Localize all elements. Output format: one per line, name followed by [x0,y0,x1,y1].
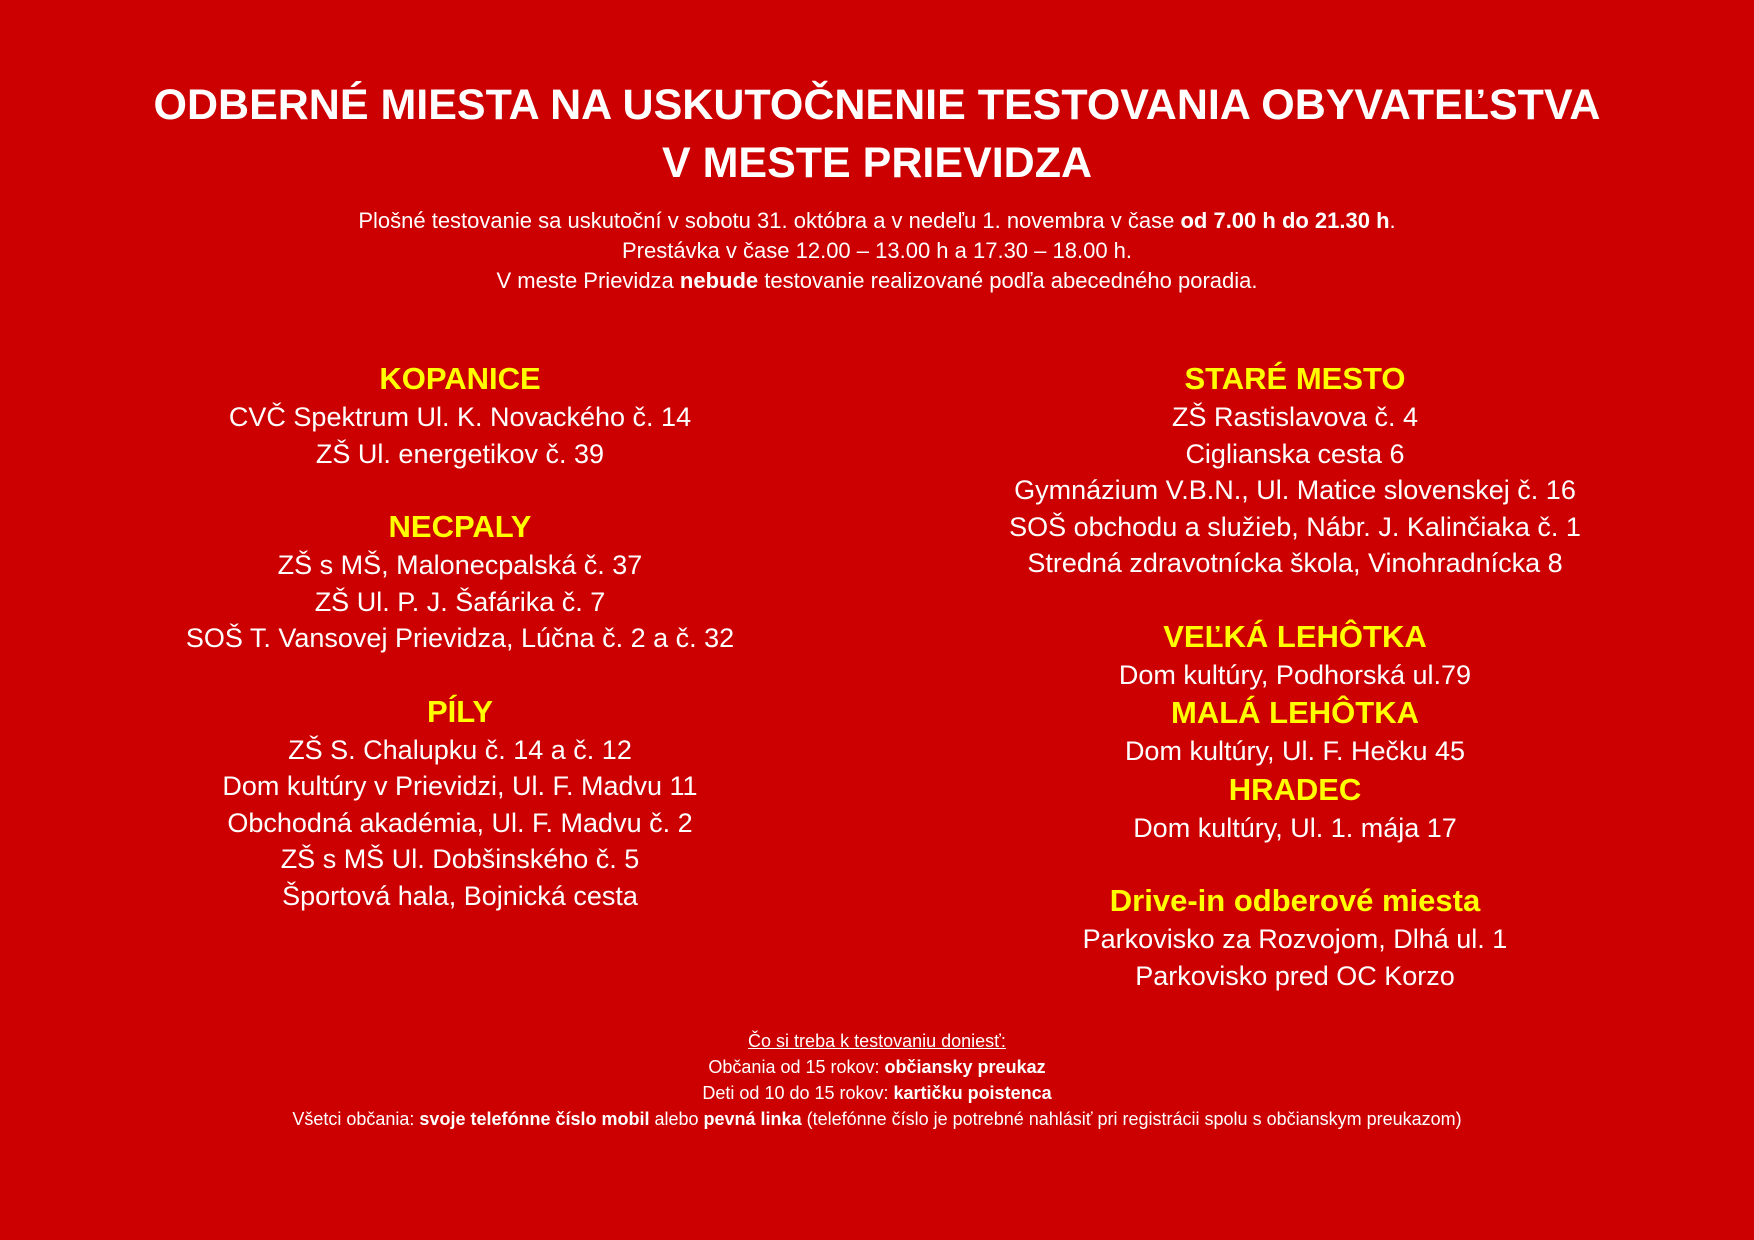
location-item: Dom kultúry, Ul. F. Hečku 45 [1124,736,1466,766]
section-heading: KOPANICE [379,361,541,396]
location-item: Stredná zdravotnícka škola, Vinohradnícka 8 [1027,548,1563,578]
location-item: ZŠ Ul. energetikov č. 39 [315,438,605,469]
requirement-all-landline: pevná linka [703,1109,802,1129]
left-column [60,359,860,914]
location-item: ZŠ Rastislavova č. 4 [1171,402,1419,432]
intro-line-3-text: V meste Prievidza [496,268,680,293]
section-heading: STARÉ MESTO [1184,361,1406,396]
section-hradec [895,770,1695,847]
section-heading: PÍLY [426,693,494,729]
location-item: CVČ Spektrum Ul. K. Novackého č. 14 [228,402,692,432]
section-heading: NECPALY [388,509,532,544]
requirement-children [0,1080,1754,1106]
location-item: Parkovisko za Rozvojom, Dlhá ul. 1 [1082,924,1508,954]
requirements-heading: Čo si treba k testovaniu doniesť: [748,1031,1006,1051]
section-necpaly [60,507,860,657]
requirement-all-label: Všetci občania: [292,1109,420,1129]
section-heading: HRADEC [1228,771,1362,807]
location-item: Obchodná akadémia, Ul. F. Madvu č. 2 [227,807,693,838]
intro-line-3-end: testovanie realizované podľa abecedného poradia. [758,268,1258,293]
location-item: SOŠ T. Vansovej Prievidza, Lúčna č. 2 a č. 32 [185,623,735,653]
intro-line-1-end: . [1389,208,1396,233]
section-heading: MALÁ LEHÔTKA [1171,695,1419,730]
location-item: Športová hala, Bojnická cesta [282,880,638,911]
location-item: ZŠ Ul. P. J. Šafárika č. 7 [314,586,606,617]
requirement-adults-doc: občiansky preukaz [884,1057,1046,1077]
right-column [895,359,1695,994]
section-mala-lehotka [895,693,1695,770]
location-item: Gymnázium V.B.N., Ul. Matice slovenskej č. 16 [1014,475,1576,505]
requirement-children-label: Deti od 10 do 15 rokov: [702,1083,894,1103]
title-line-2: V MESTE PRIEVIDZA [661,139,1093,187]
location-item: Ciglianska cesta 6 [1185,438,1405,469]
intro-text [0,206,1754,296]
location-item: Parkovisko pred OC Korzo [1135,960,1455,991]
location-item: ZŠ s MŠ, Malonecpalská č. 37 [277,550,643,580]
location-item: Dom kultúry v Prievidzi, Ul. F. Madvu 11 [222,771,698,801]
location-item: Dom kultúry, Podhorská ul.79 [1118,659,1472,690]
requirement-all-or: alebo [649,1109,704,1129]
requirement-children-doc: kartičku poistenca [893,1083,1052,1103]
section-stare-mesto [895,359,1695,582]
requirements-footer [0,1028,1754,1132]
intro-line-3-emphasis: nebude [679,268,759,293]
intro-line-3 [0,266,1754,296]
page-title [0,76,1754,192]
location-item: SOŠ obchodu a služieb, Nábr. J. Kalinčiaka č. 1 [1009,511,1581,542]
intro-line-1-hours: od 7.00 h do 21.30 h [1180,208,1390,233]
title-line-1: ODBERNÉ MIESTA NA USKUTOČNENIE TESTOVANIA OBYVATEĽSTVA [153,81,1601,129]
section-kopanice [60,359,860,472]
location-item: Dom kultúry, Ul. 1. mája 17 [1133,812,1457,843]
location-item: ZŠ S. Chalupku č. 14 a č. 12 [288,734,632,765]
section-heading: VEĽKÁ LEHÔTKA [1163,618,1427,654]
requirement-all-note: (telefónne číslo je potrebné nahlásiť pri registrácii spolu s občianskym preukazom) [801,1109,1462,1129]
section-heading: Drive-in odberové miesta [1109,883,1481,918]
requirement-adults [0,1054,1754,1080]
requirement-all-mobile: svoje telefónne číslo mobil [419,1109,650,1129]
location-item: ZŠ s MŠ Ul. Dobšinského č. 5 [280,844,640,874]
requirement-adults-label: Občania od 15 rokov: [708,1057,885,1077]
intro-line-2: Prestávka v čase 12.00 – 13.00 h a 17.30 – 18.00 h. [621,238,1133,263]
intro-line-1 [0,206,1754,236]
section-drive-in [895,881,1695,994]
section-pily [60,692,860,915]
intro-line-1-text: Plošné testovanie sa uskutoční v sobotu 31. októbra a v nedeľu 1. novembra v čase [358,208,1181,233]
section-velka-lehotka [895,617,1695,694]
requirement-all [0,1106,1754,1132]
